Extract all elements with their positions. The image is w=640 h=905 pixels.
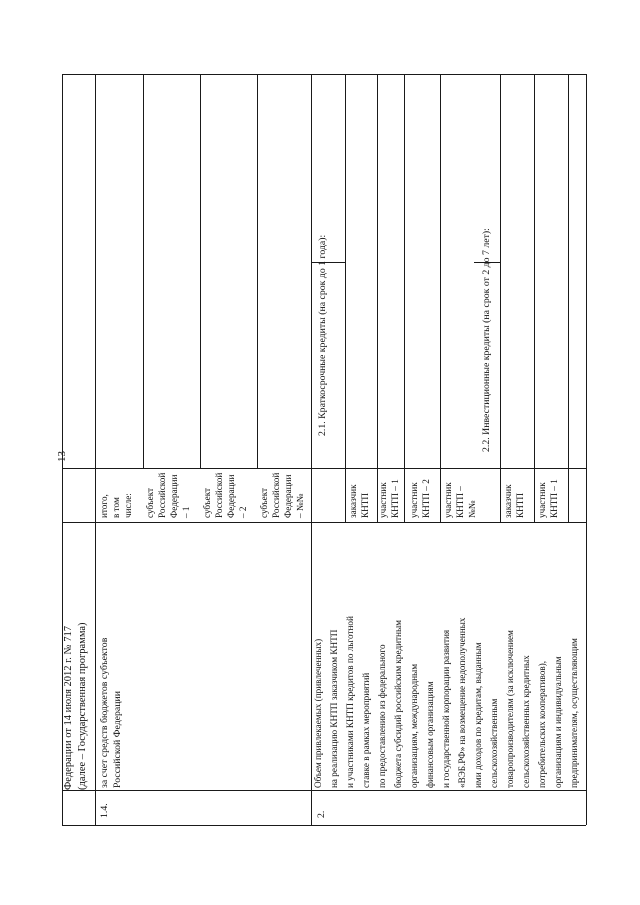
row-2-line: и участниками КНТП кредитов по льготной [345, 616, 355, 788]
row-2-line: ставке в рамках мероприятий [361, 672, 371, 788]
row-2-number: 2. [316, 810, 327, 818]
sub-2-1-participant2-l1: участник [409, 482, 419, 518]
sub-2-2-customer-l2: КНТП [515, 492, 525, 518]
section-2-2-heading: 2.2. Инвестиционные кредиты (на срок от 2 до 7 лет): [481, 228, 492, 452]
row-2-line: организациям и индивидуальным [553, 656, 563, 788]
row-1-4-total-l2: в том [111, 497, 121, 518]
row-2-line: по предоставлению из федерального [377, 644, 387, 788]
row-2-line: «ВЭБ.РФ» на возмещение недополученных [457, 617, 467, 788]
row-2-line: бюджета субсидий российским кредитным [393, 620, 403, 788]
row-1-4-subject2-l3: Федерации [226, 474, 236, 518]
row-1-4-number: 1.4. [99, 803, 110, 818]
row-2-line: потребительских кооперативов), [537, 660, 547, 788]
sub-2-1-participantN-l2: КНТП – [455, 486, 465, 518]
row-2-line: сельскохозяйственным [489, 698, 499, 788]
row-2-line: сельскохозяйственных кредитных [521, 655, 531, 788]
row-2-line: товаропроизводителям (за исключением [505, 630, 515, 788]
row-1-4-total-l1: итого, [99, 494, 109, 518]
sub-2-1-customer-l2: КНТП [360, 492, 370, 518]
row-1-4-subject1-l3: Федерации [169, 474, 179, 518]
row-1-4-title-line-1: за счет средств бюджетов субъектов [99, 637, 110, 788]
row-1-4-subject2-l2: Российской [214, 472, 224, 518]
section-2-1-heading: 2.1. Краткосрочные кредиты (на срок до 1 года): [317, 234, 328, 436]
row-1-4-subject2-l1: субъект [202, 487, 212, 518]
header-line-1: Федерации от 14 июля 2012 г. № 717 [63, 626, 74, 790]
sub-2-2-participant1-l2: КНТП – 1 [549, 479, 559, 518]
sub-2-1-participant1-l1: участник [378, 482, 388, 518]
sub-2-2-participant1-l1: участник [537, 482, 547, 518]
row-2-line: Объем привлекаемых (привлеченных) [313, 638, 323, 788]
sub-2-2-customer-l1: заказчик [503, 484, 513, 518]
sub-2-1-customer-l1: заказчик [348, 484, 358, 518]
row-1-4-subject1-l1: субъект [145, 487, 155, 518]
row-1-4-subject1-l2: Российской [157, 472, 167, 518]
row-2-line: ими доходов по кредитам, выданным [473, 642, 483, 788]
sub-2-1-participant2-l2: КНТП – 2 [421, 479, 431, 518]
row-1-4-subject2-l4: – 2 [238, 506, 248, 518]
header-line-2: (далее – Государственная программа) [77, 622, 88, 790]
sub-2-1-participantN-l3: №№ [467, 500, 477, 518]
row-2-line: предпринимателям, осуществляющим [569, 638, 579, 788]
row-2-line: на реализацию КНТП заказчиком КНТП [329, 629, 339, 788]
sub-2-1-participant1-l2: КНТП – 1 [390, 479, 400, 518]
row-1-4-subjectN-l4: – №№ [295, 493, 305, 518]
sub-2-1-participantN-l1: участник [443, 482, 453, 518]
row-2-line: организациям, международным [409, 663, 419, 788]
row-1-4-total-l3: числе: [123, 493, 133, 518]
row-1-4-subjectN-l3: Федерации [283, 474, 293, 518]
row-1-4-subject1-l4: – 1 [181, 506, 191, 518]
row-1-4-subjectN-l2: Российской [271, 472, 281, 518]
page-number: 13 [56, 451, 68, 462]
row-1-4-title-line-2: Российской Федерации [112, 691, 123, 788]
row-1-4-subjectN-l1: субъект [259, 487, 269, 518]
row-2-line: финансовым организациям [425, 681, 435, 788]
row-2-line: и государственной корпорации развития [441, 629, 451, 788]
